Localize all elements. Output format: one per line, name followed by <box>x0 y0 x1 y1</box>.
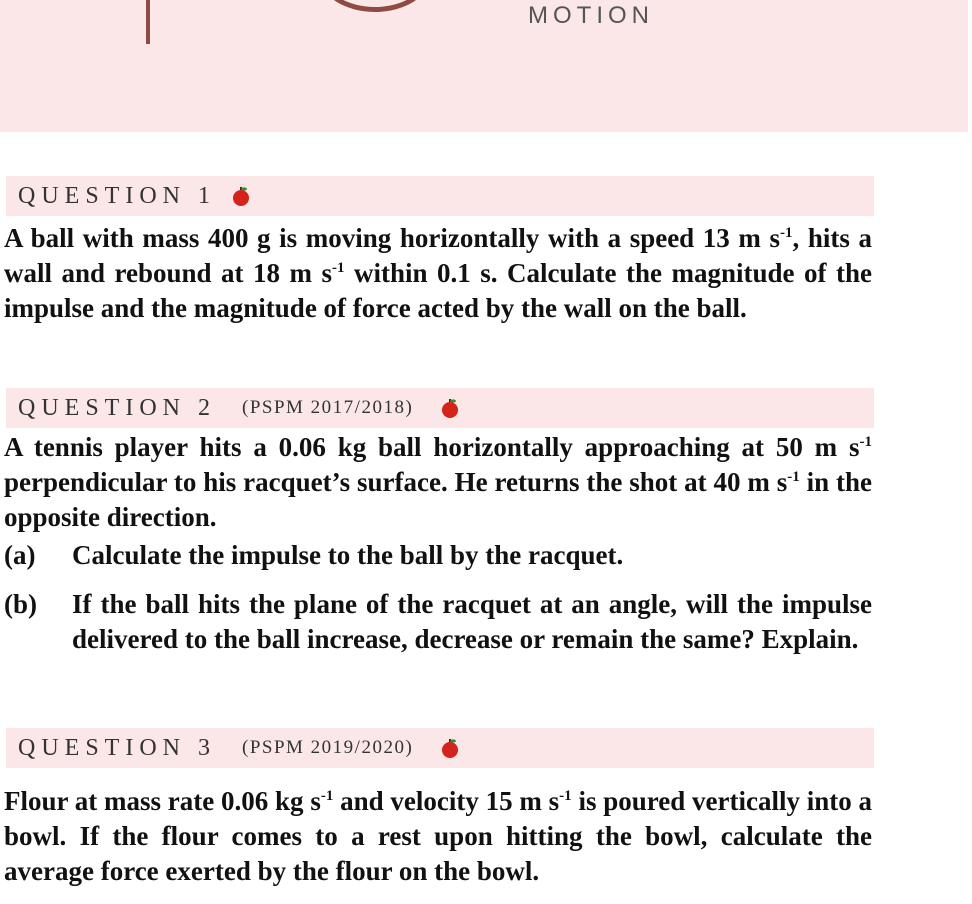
apple-icon <box>439 397 461 419</box>
question-2-header <box>6 388 874 428</box>
decorative-arc <box>320 0 430 12</box>
header-banner <box>0 0 968 132</box>
decorative-line <box>146 0 150 44</box>
question-3-header <box>6 728 874 768</box>
header-label: MOTION <box>528 2 654 29</box>
question-1-title: QUESTION 1 <box>18 182 216 209</box>
question-2-source: (PSPM 2017/2018) <box>242 397 414 418</box>
question-2-part-a <box>4 538 872 573</box>
question-1-header <box>6 176 874 216</box>
part-label: (a) <box>4 540 36 570</box>
part-text: Calculate the impulse to the ball by the racquet. <box>72 540 624 570</box>
part-label: (b) <box>4 589 37 619</box>
question-2-title: QUESTION 2 <box>18 394 216 421</box>
question-2-part-b <box>4 587 872 657</box>
apple-icon <box>230 185 252 207</box>
question-2-text: A tennis player hits a 0.06 kg ball horizontally approaching at 50 m $s^{-1}$ perpendicular to his racquet’s surface. He returns the shot at 40 m $s^{-1}$ in the opposite direction. <box>4 432 872 532</box>
part-text: If the ball hits the plane of the racquet at an angle, will the impulse delivered to the ball increase, decrease or remain the same? Explain. <box>72 589 872 654</box>
question-3-source: (PSPM 2019/2020) <box>242 737 414 758</box>
question-1-text: A ball with mass 400 g is moving horizontally with a speed 13 m $s^{-1}$, hits a wall and rebound at 18 m $s^{-1}$ within 0.1 s. Calculate the magnitude of the impulse and the magnitude of force acted by the wall on the ball. <box>4 223 873 323</box>
question-3-text: Flour at mass rate 0.06 kg $s^{-1}$ and velocity 15 m $s^{-1}$ is poured vertically into a bowl. If the flour comes to a rest upon hitting the bowl, calculate the average force exerted by the flour on the bowl. <box>4 786 872 886</box>
apple-icon <box>439 737 461 759</box>
question-3-title: QUESTION 3 <box>18 734 216 761</box>
